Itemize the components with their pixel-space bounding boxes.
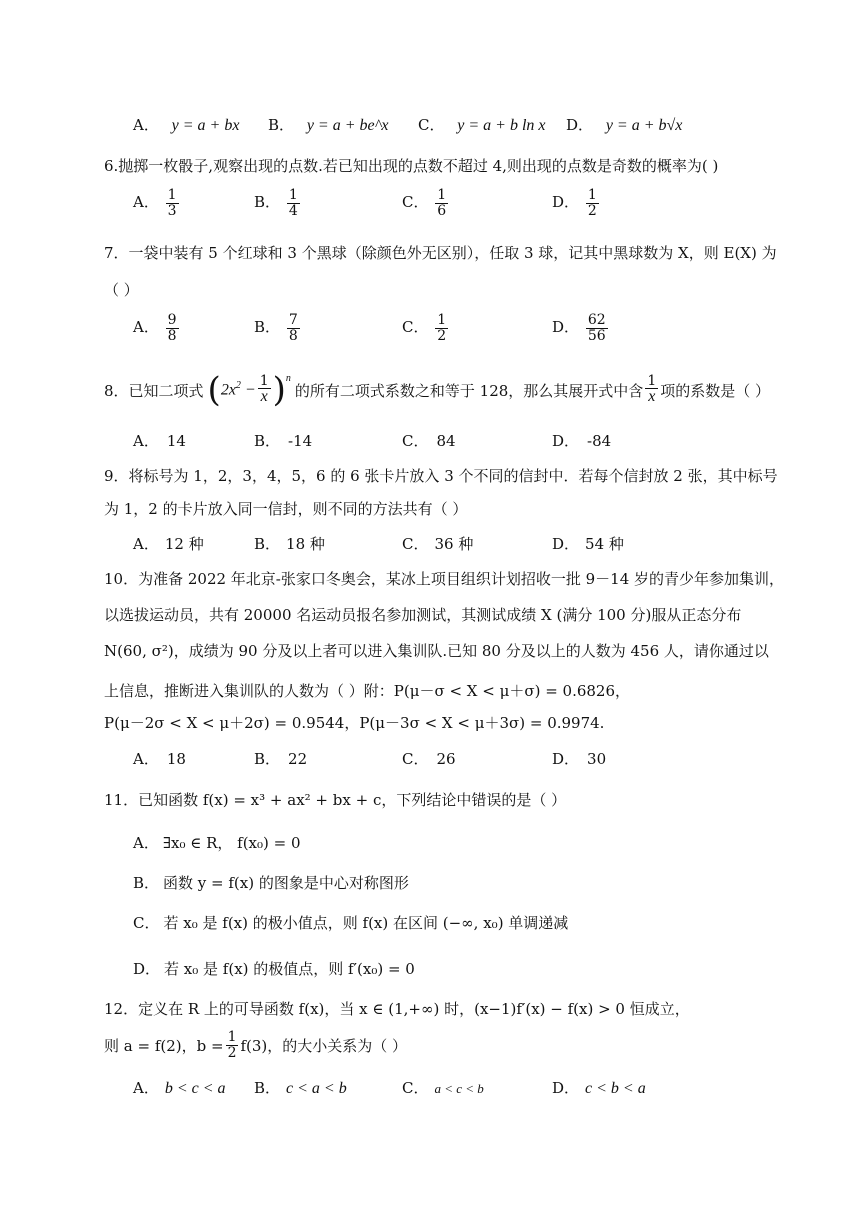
- option-label: D．: [133, 960, 161, 978]
- q10-stem-line3: N(60, σ²)，成绩为 90 分及以上者可以进入集训队.已知 80 分及以上的人数为 456 人，请你通过以: [104, 642, 769, 660]
- fraction: [226, 1030, 239, 1060]
- option-label: B．: [254, 750, 281, 768]
- q10-stem-line1: 10．为准备 2022 年北京-张家口冬奥会，某冰上项目组织计划招收一批 9－14 岁的青少年参加集训，: [104, 570, 785, 588]
- q7-stem-blank: （ ）: [104, 281, 139, 299]
- q8-stem-a: 8．已知二项式: [104, 381, 204, 400]
- q11-option-a: [133, 832, 301, 853]
- option-label: A．: [133, 318, 159, 337]
- option-label: D．: [566, 116, 594, 134]
- option-text: 18 种: [286, 535, 325, 553]
- option-label: A．: [133, 432, 159, 450]
- q10-option-b: [254, 748, 307, 769]
- option-expr: y = a + b ln x: [457, 117, 546, 134]
- q5-option-d: [566, 114, 682, 135]
- denominator: 8: [167, 327, 177, 344]
- numerator: 62: [587, 312, 606, 328]
- q12-stem-line2: [104, 1030, 407, 1060]
- fraction: [287, 313, 300, 343]
- numerator: 7: [288, 312, 298, 328]
- q9-option-c: [402, 533, 473, 554]
- option-text: 若 x₀ 是 f(x) 的极小值点，则 f(x) 在区间 (−∞, x₀) 单调递减: [163, 914, 569, 932]
- q12-stem-line2-a: 则 a = f(2)，b =: [104, 1036, 224, 1055]
- fraction: [258, 374, 271, 406]
- fraction: [287, 188, 300, 218]
- q10-option-c: [402, 748, 456, 769]
- q8-option-c: [402, 430, 456, 451]
- q9-option-d: [552, 533, 624, 554]
- option-text: 30: [587, 750, 607, 768]
- q10-option-a: [133, 748, 186, 769]
- option-text: 22: [288, 750, 308, 768]
- q12-option-a: [133, 1077, 226, 1098]
- option-label: C．: [402, 318, 429, 337]
- option-label: A．: [133, 193, 159, 212]
- option-text: 14: [166, 432, 186, 450]
- numerator: 1: [437, 312, 447, 328]
- fraction: [166, 188, 179, 218]
- q11-option-b: [133, 872, 409, 893]
- binomial-expression: [207, 370, 291, 410]
- q9-option-b: [254, 533, 325, 554]
- left-paren: (: [207, 370, 221, 410]
- q5-option-c: [418, 114, 546, 135]
- option-label: A．: [133, 750, 159, 768]
- numerator: 9: [167, 312, 177, 328]
- q6-option-c: [402, 188, 450, 218]
- fraction: [586, 313, 608, 343]
- fraction: [435, 313, 448, 343]
- numerator: 1: [259, 372, 269, 389]
- option-text: -84: [587, 432, 612, 450]
- q10-stem-line2: 以选拔运动员，共有 20000 名运动员报名参加测试，其测试成绩 X (满分 100 分)服从正态分布: [104, 606, 742, 624]
- option-text: 若 x₀ 是 f(x) 的极值点，则 f′(x₀) = 0: [164, 960, 415, 978]
- q11-option-d: [133, 958, 415, 979]
- q6-option-d: [552, 188, 601, 218]
- option-label: C．: [402, 432, 429, 450]
- option-label: C．: [402, 535, 429, 553]
- q7-option-d: [552, 313, 610, 343]
- denominator: 2: [437, 327, 447, 344]
- option-label: D．: [552, 193, 580, 212]
- fraction: [435, 188, 448, 218]
- option-text: 84: [436, 432, 456, 450]
- q8-stem-b: 的所有二项式系数之和等于 128，那么其展开式中含: [294, 381, 644, 400]
- option-label: A．: [133, 1079, 159, 1097]
- fraction: [166, 313, 179, 343]
- denominator: 2: [227, 1044, 237, 1061]
- option-label: B．: [254, 1079, 281, 1097]
- option-text: 函数 y = f(x) 的图象是中心对称图形: [163, 874, 409, 892]
- option-label: C．: [133, 914, 160, 932]
- option-label: B．: [268, 116, 295, 134]
- numerator: 1: [227, 1029, 237, 1045]
- q7-option-a: [133, 313, 181, 343]
- option-text: 26: [436, 750, 456, 768]
- q12-option-d: [552, 1077, 646, 1098]
- option-text: c < a < b: [286, 1080, 347, 1097]
- exponent-n: n: [285, 373, 291, 384]
- option-text: b < c < a: [164, 1080, 226, 1097]
- q6-stem: 6.抛掷一枚骰子,观察出现的点数.若已知出现的点数不超过 4,则出现的点数是奇数的概率为( ): [104, 157, 719, 175]
- option-text: ∃x₀ ∈ R， f(x₀) = 0: [162, 834, 301, 852]
- q12-stem-line1: 12．定义在 R 上的可导函数 f(x)，当 x ∈ (1,+∞) 时，(x−1)f′(x) − f(x) > 0 恒成立，: [104, 1000, 690, 1018]
- option-expr: y = a + bx: [171, 117, 240, 134]
- q7-option-c: [402, 313, 450, 343]
- q9-stem-line1: 9．将标号为 1，2，3，4，5，6 的 6 张卡片放入 3 个不同的信封中．若每个信封放 2 张，其中标号: [104, 467, 778, 485]
- q8-stem-c: 项的系数是（ ）: [660, 381, 771, 400]
- q8-option-b: [254, 430, 312, 451]
- numerator: 1: [587, 187, 597, 203]
- option-expr: y = a + b√x: [605, 117, 683, 134]
- denominator: 2: [587, 202, 597, 219]
- denominator: 6: [437, 202, 447, 219]
- q6-option-b: [254, 188, 302, 218]
- option-label: B．: [254, 193, 281, 212]
- option-label: C．: [418, 116, 445, 134]
- q10-option-d: [552, 748, 606, 769]
- option-text: 18: [166, 750, 186, 768]
- q12-option-c: [402, 1077, 484, 1098]
- q12-stem-line2-b: f(3)，的大小关系为（ ）: [240, 1036, 408, 1055]
- term-2x2: $2x^2$ −: [220, 380, 256, 399]
- option-label: A．: [133, 535, 159, 553]
- option-expr: y = a + be^x: [306, 117, 389, 134]
- option-label: D．: [552, 750, 580, 768]
- denominator: x: [648, 388, 656, 406]
- q11-stem: 11．已知函数 f(x) = x³ + ax² + bx + c，下列结论中错误的是（ ）: [104, 791, 567, 809]
- numerator: 1: [647, 372, 657, 389]
- denominator: 4: [288, 202, 298, 219]
- q8-stem: [104, 370, 771, 410]
- option-label: D．: [552, 535, 580, 553]
- q5-option-a: [133, 114, 239, 135]
- q9-stem-line2: 为 1，2 的卡片放入同一信封，则不同的方法共有（ ）: [104, 500, 468, 518]
- denominator: 8: [288, 327, 298, 344]
- option-label: A．: [133, 834, 159, 852]
- q11-option-c: [133, 912, 568, 933]
- option-label: D．: [552, 318, 580, 337]
- option-label: B．: [133, 874, 160, 892]
- option-label: B．: [254, 318, 281, 337]
- option-label: D．: [552, 1079, 580, 1097]
- option-label: B．: [254, 535, 281, 553]
- option-label: C．: [402, 750, 429, 768]
- q8-option-d: [552, 430, 611, 451]
- q10-stem-line5: P(μ－2σ < X < μ＋2σ) = 0.9544，P(μ－3σ < X < μ＋3σ) = 0.9974.: [104, 714, 605, 732]
- fraction: [645, 374, 658, 406]
- q12-option-b: [254, 1077, 347, 1098]
- q7-option-b: [254, 313, 302, 343]
- numerator: 1: [437, 187, 447, 203]
- option-text: c < b < a: [585, 1080, 646, 1097]
- q10-stem-line4: 上信息，推断进入集训队的人数为（ ）附：P(μ－σ < X < μ＋σ) = 0.6826，: [104, 682, 631, 700]
- option-label: A．: [133, 116, 159, 134]
- denominator: 56: [587, 327, 606, 344]
- q7-stem: 7．一袋中装有 5 个红球和 3 个黑球（除颜色外无区别），任取 3 球，记其中黑球数为 X，则 E(X) 为: [104, 244, 777, 262]
- q6-option-a: [133, 188, 181, 218]
- q9-option-a: [133, 533, 204, 554]
- option-text: 54 种: [585, 535, 624, 553]
- denominator: 3: [167, 202, 177, 219]
- option-label: C．: [402, 1079, 429, 1097]
- option-text: 12 种: [164, 535, 204, 553]
- option-label: C．: [402, 193, 429, 212]
- denominator: x: [260, 388, 268, 406]
- option-text: a < c < b: [434, 1081, 484, 1096]
- option-label: B．: [254, 432, 281, 450]
- q8-option-a: [133, 430, 186, 451]
- numerator: 1: [167, 187, 177, 203]
- numerator: 1: [288, 187, 298, 203]
- fraction: [586, 188, 599, 218]
- option-text: 36 种: [434, 535, 474, 553]
- right-paren: ): [272, 370, 286, 410]
- q5-option-b: [268, 114, 388, 135]
- option-text: -14: [288, 432, 313, 450]
- option-label: D．: [552, 432, 580, 450]
